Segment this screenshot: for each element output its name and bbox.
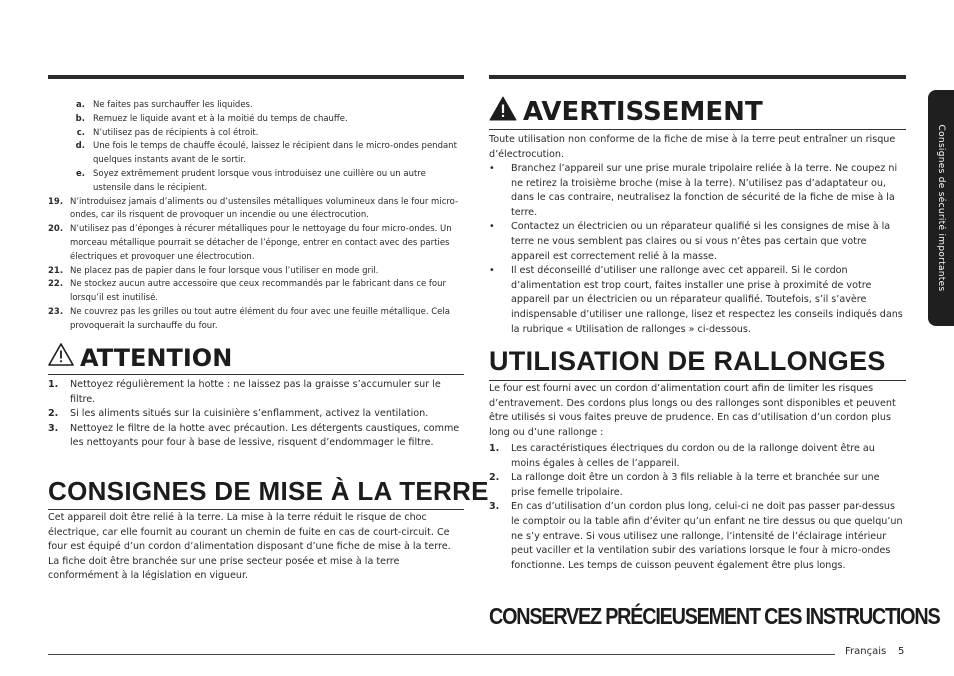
extension-title: UTILISATION DE RALLONGES [489,346,886,376]
save-instructions-title: CONSERVEZ PRÉCIEUSEMENT CES INSTRUCTIONS [489,603,940,629]
list-item: e. Soyez extrêmement prudent lorsque vous introduisez une cuillère ou un autre ustensile dans le récipient. [76,168,426,193]
warning-bullets [489,162,903,337]
attention-title: ATTENTION [80,343,233,372]
list-item: 19. N’introduisez jamais d’aliments ou d’ustensiles métalliques volumineux dans le four micro-ondes, car ils risquent de provoquer un incendie ou une électrocution. [48,196,459,221]
list-item: 22. Ne stockez aucun autre accessoire que ceux recommandés par le fabricant dans ce four lorsqu’il est inutilisé. [48,279,447,304]
warning-heading [489,96,763,128]
list-item: • Branchez l’appareil sur une prise murale tripolaire reliée à la terre. Ne coupez ni ne retirez la troisième broche (mise à la terre). N’utilisez pas d’adaptateur ou, dans le cas contraire, neutralisez la fonction de sécurité de la fiche de mise à la terre. [489,163,898,218]
list-item: 1. Nettoyez régulièrement la hotte : ne laissez pas la graisse s’accumuler sur le filtre. [48,379,441,405]
warning-intro: Toute utilisation non conforme de la fiche de mise à la terre peut entraîner un risque d’électrocution. [489,134,896,160]
footer-language: Français [845,646,887,657]
extension-divider [489,380,906,381]
footer-rule [48,654,835,655]
list-item: c. N’utilisez pas de récipients à col étroit. [76,127,259,138]
left-top-rule [48,75,464,79]
attention-divider [48,374,464,375]
list-item: 3. En cas d’utilisation d’un cordon plus long, celui-ci ne doit pas passer par-dessus le comptoir ou la table afin d’éviter qu’un enfant ne tire dessus ou que quelqu’un ne s’y entrave. Si vous utilisez une rallonge, l’intensité de l’éclairage intérieur peut vaciller et la ventilation subir des variations lorsque le four à micro-ondes fonctionne. Les temps de cuisson peuvent également être plus longs. [489,501,903,571]
list-item: b. Remuez le liquide avant et à la moitié du temps de chauffe. [75,113,348,124]
grounding-body: Cet appareil doit être relié à la terre. La mise à la terre réduit le risque de choc électrique, car elle fournit au courant un chemin de fuite en cas de court-circuit. Ce four est équipé d’un cordon d’alimentation disposant d’une fiche de mise à la terre. La fiche doit être branchée sur une prise secteur posée et mise à la terre conformément à la législation en vigueur. [48,512,451,582]
extension-intro: Le four est fourni avec un cordon d’alimentation court afin de limiter les risques d’entravement. Des cordons plus longs ou des rallonges sont disponibles et peuvent être utilisés si vous faites preuve de prudence. En cas d’utilisation d’un cordon plus long ou d’une rallonge : [489,383,896,438]
right-top-rule [489,75,906,79]
warning-icon [489,96,517,128]
warning-title: AVERTISSEMENT [523,97,763,127]
list-item: 21. Ne placez pas de papier dans le four lorsque vous l’utiliser en mode gril. [48,265,379,276]
grounding-title: CONSIGNES DE MISE À LA TERRE [48,476,489,506]
caution-outline-icon [48,343,74,372]
list-item: 2. La rallonge doit être un cordon à 3 fils reliable à la terre et branchée sur une prise femelle tripolaire. [489,472,880,498]
extension-list [489,442,903,573]
attention-list [48,378,464,451]
page-number: 5 [898,646,905,657]
list-item: a. Ne faites pas surchauffer les liquides. [76,100,253,110]
list-item: 2. Si les aliments situés sur la cuisinière s’enflamment, activez la ventilation. [48,408,429,420]
list-item: d. Une fois le temps de chauffe écoulé, laissez le récipient dans le micro-ondes pendant quelques instants avant de le sortir. [75,141,457,166]
precaution-list [48,99,464,334]
side-tab-label: Consignes de sécurité importantes [936,124,946,292]
section-side-tab [928,90,954,326]
warning-divider [489,129,906,130]
list-item: 3. Nettoyez le filtre de la hotte avec précaution. Les détergents caustiques, comme les nettoyants pour four à base de lessive, risquent d’endommager le filtre. [48,422,460,449]
attention-heading [48,343,232,372]
list-item: • Il est déconseillé d’utiliser une rallonge avec cet appareil. Si le cordon d’alimentation est trop court, faites installer une prise à proximité de votre appareil par un électricien ou un réparateur qualifié. Toutefois, s’il s’avère indispensable d’utiliser une rallonge, lisez et respectez les conseils indiqués dans la rubrique « Utilisation de rallonges » ci-dessous. [489,265,903,335]
list-item: 23. Ne couvrez pas les grilles ou tout autre élément du four avec une feuille métallique. Cela provoquerait la surchauffe du four. [48,306,450,331]
list-item: • Contactez un électricien ou un réparateur qualifié si les consignes de mise à la terre ne vous semblent pas claires ou si vous n’êtes pas certain que votre appareil est correctement relié à la masse. [489,221,891,262]
list-item: 20. N’utilisez pas d’éponges à récurer métalliques pour le nettoyage du four micro-ondes. Un morceau métallique pourrait se détacher de l’éponge, entrer en contact avec des parties électriques et provoquer une électrocution. [48,224,452,262]
grounding-divider [48,509,464,510]
list-item: 1. Les caractéristiques électriques du cordon ou de la rallonge doivent être au moins égales à celles de l’appareil. [489,443,875,469]
